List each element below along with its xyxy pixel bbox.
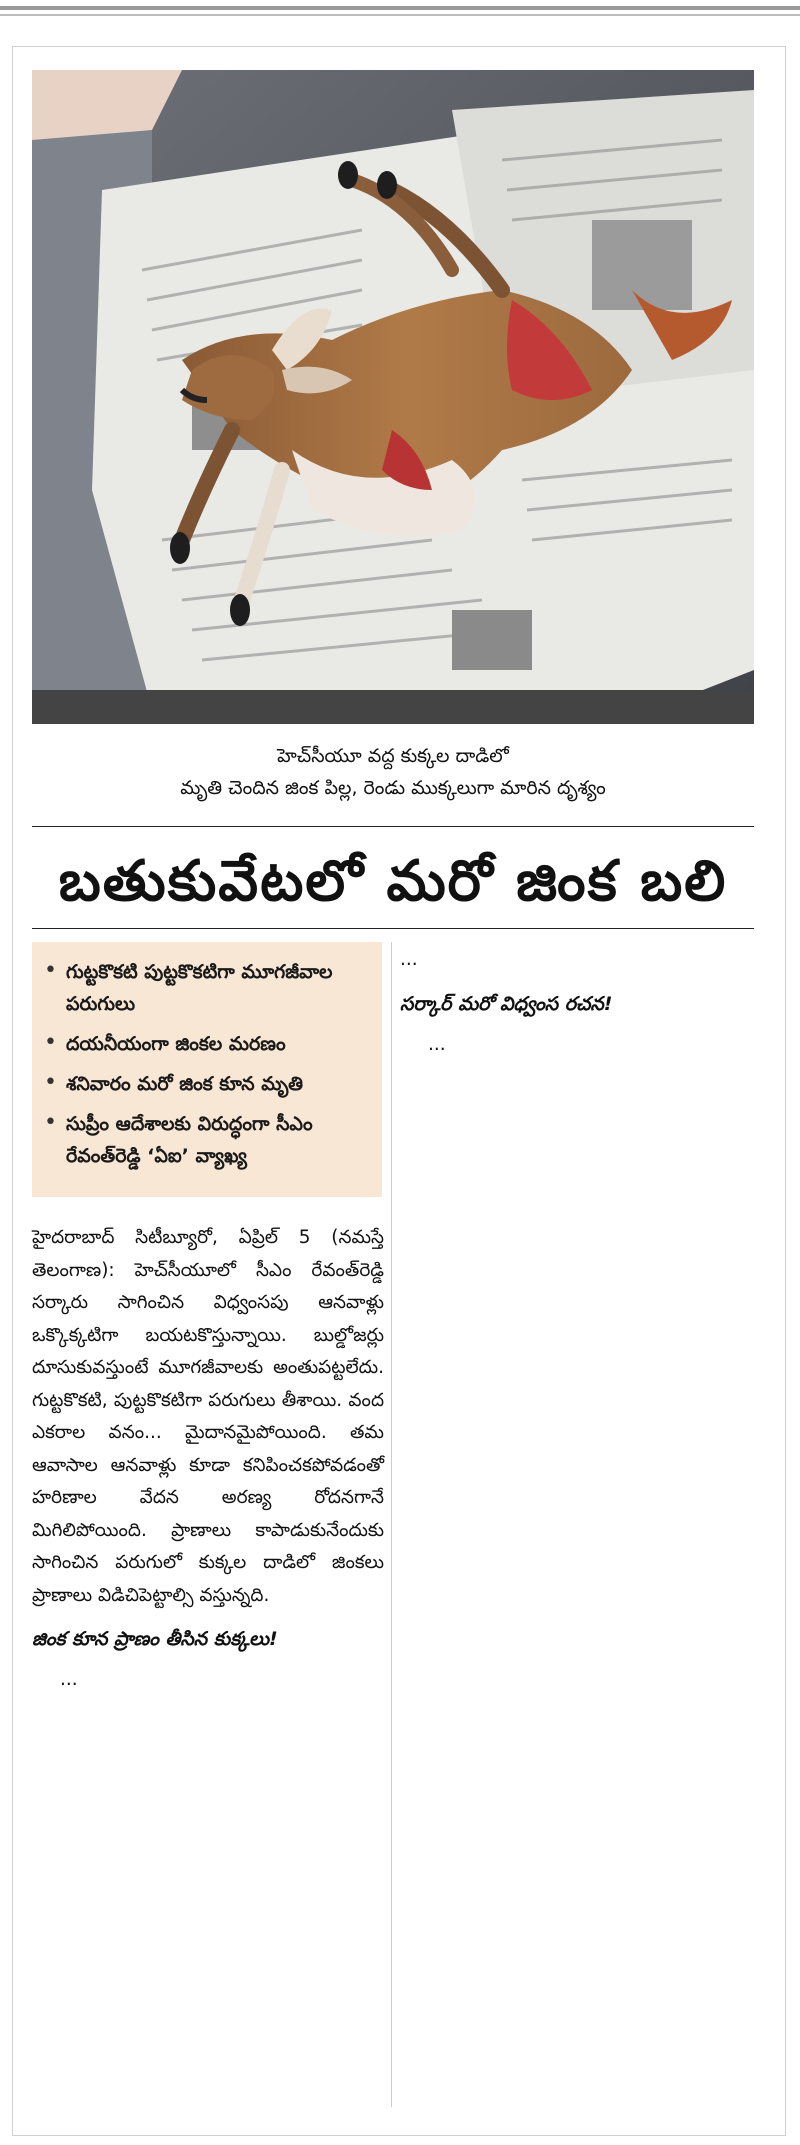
highlight-text: గుట్టకొకటి పుట్టకొకటిగా మూగజీవాల పరుగులు: [66, 961, 333, 1015]
caption-line-1: హెచ్‌సీయూ వద్ద కుక్కల దాడిలో: [277, 745, 509, 767]
highlight-text: దయనీయంగా జింకల మరణం: [66, 1033, 286, 1055]
subheading: సర్కార్ మరో విధ్వంస రచన!: [400, 992, 613, 1015]
highlight-item: [44, 1108, 370, 1172]
highlight-text: శనివారం మరో జింక కూన మృతి: [66, 1073, 304, 1095]
top-rule: [0, 6, 800, 10]
caption-line-2: మృతి చెందిన జింక పిల్ల, రెండు ముక్కలుగా మారిన దృశ్యం: [180, 777, 606, 799]
highlights-box: [32, 942, 382, 1197]
body-paragraph: ...: [60, 1669, 78, 1690]
column-divider: [391, 942, 392, 2107]
highlight-item: [44, 1068, 370, 1100]
highlight-item: [44, 956, 370, 1020]
top-rule-thin: [0, 14, 800, 16]
highlight-text: సుప్రీం ఆదేశాలకు విరుద్ధంగా సీఎం రేవంత్‌రెడ్డి ‘ఏఐ’ వ్యాఖ్య: [66, 1113, 313, 1167]
body-paragraph: హైదరాబాద్ సిటీబ్యూరో, ఏప్రిల్ 5 (నమస్తే తెలంగాణ): హెచ్‌సీయూలో సీఎం రేవంత్‌రెడ్డి సర్కారు సాగించిన విధ్వంసపు ఆనవాళ్లు ఒక్కొక్కటిగా బయటకొస్తున్నాయి. బుల్డోజర్లు దూసుకువస్తుంటే మూగజీవాలకు అంతుపట్టలేదు. గుట్టకొకటి, పుట్టకొకటిగా పరుగులు తీశాయి. వంద ఎకరాల వనం... మైదానమైపోయింది. తమ ఆవాసాల ఆనవాళ్లు కూడా కనిపించకపోవడంతో హరిణాల వేదన అరణ్య రోదనగానే మిగిలిపోయింది. ప్రాణాలు కాపాడుకునేందుకు సాగించిన పరుగులో కుక్కల దాడిలో జింకలు ప్రాణాలు విడిచిపెట్టాల్సి వస్తున్నది.: [32, 1227, 384, 1606]
bullet-icon: •: [44, 1070, 57, 1095]
subheading: జింక కూన ప్రాణం తీసిన కుక్కలు!: [32, 1628, 278, 1650]
body-paragraph: ...: [400, 949, 418, 970]
headline-rule-bottom: [32, 928, 754, 929]
bullet-icon: •: [44, 958, 57, 983]
article-column-right: [400, 944, 754, 1061]
article-column-left: [32, 1222, 384, 1697]
body-paragraph: ...: [428, 1033, 446, 1055]
bullet-icon: •: [44, 1030, 57, 1055]
headline-rule-top: [32, 826, 754, 827]
news-photo: [32, 70, 754, 724]
photo-caption: [32, 740, 754, 804]
bullet-icon: •: [44, 1110, 57, 1135]
highlight-item: [44, 1028, 370, 1060]
headline: బతుకువేటలో మరో జింక బలి: [58, 849, 728, 914]
